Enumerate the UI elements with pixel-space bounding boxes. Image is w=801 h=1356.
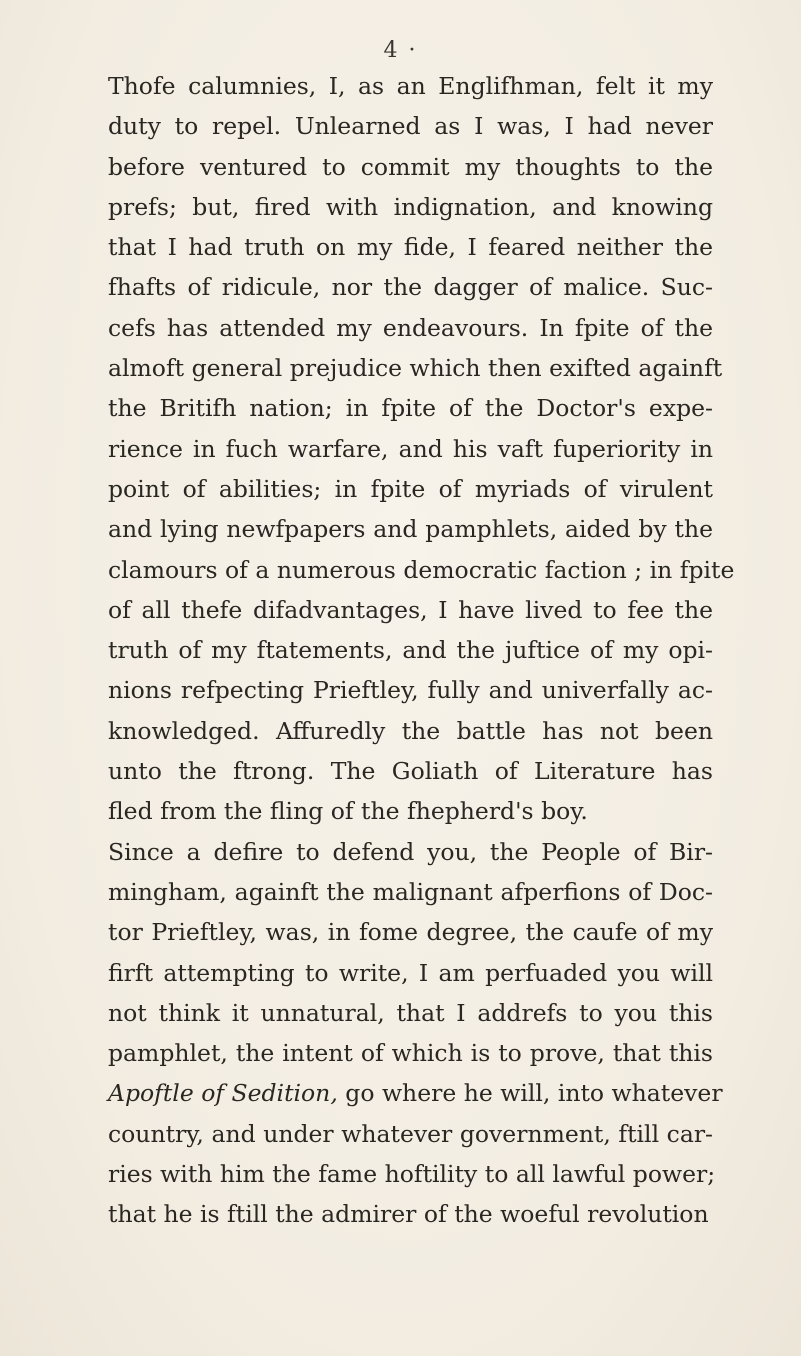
text-line: the Britifh nation; in fpite of the Doctor's expe- bbox=[108, 394, 713, 423]
text-line: rience in fuch warfare, and his vaft fuperiority in bbox=[108, 434, 713, 463]
body-text bbox=[108, 66, 735, 1235]
text-line: prefs; but, fired with indignation, and knowing bbox=[108, 192, 713, 221]
text-line: point of abilities; in fpite of myriads of virulent bbox=[108, 474, 713, 503]
text-line: that I had truth on my fide, I feared neither the bbox=[108, 233, 713, 262]
italic-title: Apoftle of Sedition, bbox=[108, 1079, 338, 1108]
page-number: 4 · bbox=[383, 38, 418, 63]
text-line: cefs has attended my endeavours. In fpite of the bbox=[108, 313, 713, 342]
text-line: of all thefe difadvantages, I have lived to fee the bbox=[108, 595, 713, 624]
text-line-with-italic bbox=[108, 1073, 723, 1113]
text-line: Since a defire to defend you, the People of Bir- bbox=[108, 837, 713, 866]
text-line: truth of my ftatements, and the juftice of my opi- bbox=[108, 636, 713, 665]
text-line: nions refpecting Prieftley, fully and univerfally ac- bbox=[108, 676, 713, 705]
text-line: clamours of a numerous democratic faction ; in fpite bbox=[108, 555, 735, 584]
text-line: that he is ftill the admirer of the woeful revolution bbox=[108, 1200, 709, 1229]
text-line: country, and under whatever government, ftill car- bbox=[108, 1119, 713, 1148]
text-line: pamphlet, the intent of which is to prove, that this bbox=[108, 1039, 713, 1068]
text-line: Thofe calumnies, I, as an Englifhman, felt it my bbox=[108, 72, 713, 100]
text-line: mingham, againft the malignant afperfions of Doc- bbox=[108, 877, 713, 906]
text-line-rest: go where he will, into whatever bbox=[345, 1079, 723, 1108]
text-line: not think it unnatural, that I addrefs to you this bbox=[108, 998, 713, 1027]
text-line: and lying newfpapers and pamphlets, aided by the bbox=[108, 515, 713, 544]
text-line: almoft general prejudice which then exifted againft bbox=[108, 354, 723, 383]
text-line: ries with him the fame hoftility to all lawful power; bbox=[108, 1160, 716, 1189]
text-line: before ventured to commit my thoughts to the bbox=[108, 152, 713, 181]
text-line: firft attempting to write, I am perfuaded you will bbox=[108, 958, 713, 987]
text-line: fled from the fling of the fhepherd's boy. bbox=[108, 797, 588, 826]
text-line: tor Prieftley, was, in fome degree, the caufe of my bbox=[108, 918, 713, 947]
text-line: unto the ftrong. The Goliath of Literature has bbox=[108, 757, 713, 786]
text-line: fhafts of ridicule, nor the dagger of malice. Suc- bbox=[108, 273, 713, 302]
text-line: duty to repel. Unlearned as I was, I had never bbox=[108, 112, 713, 141]
text-line: knowledged. Affuredly the battle has not been bbox=[108, 716, 713, 745]
